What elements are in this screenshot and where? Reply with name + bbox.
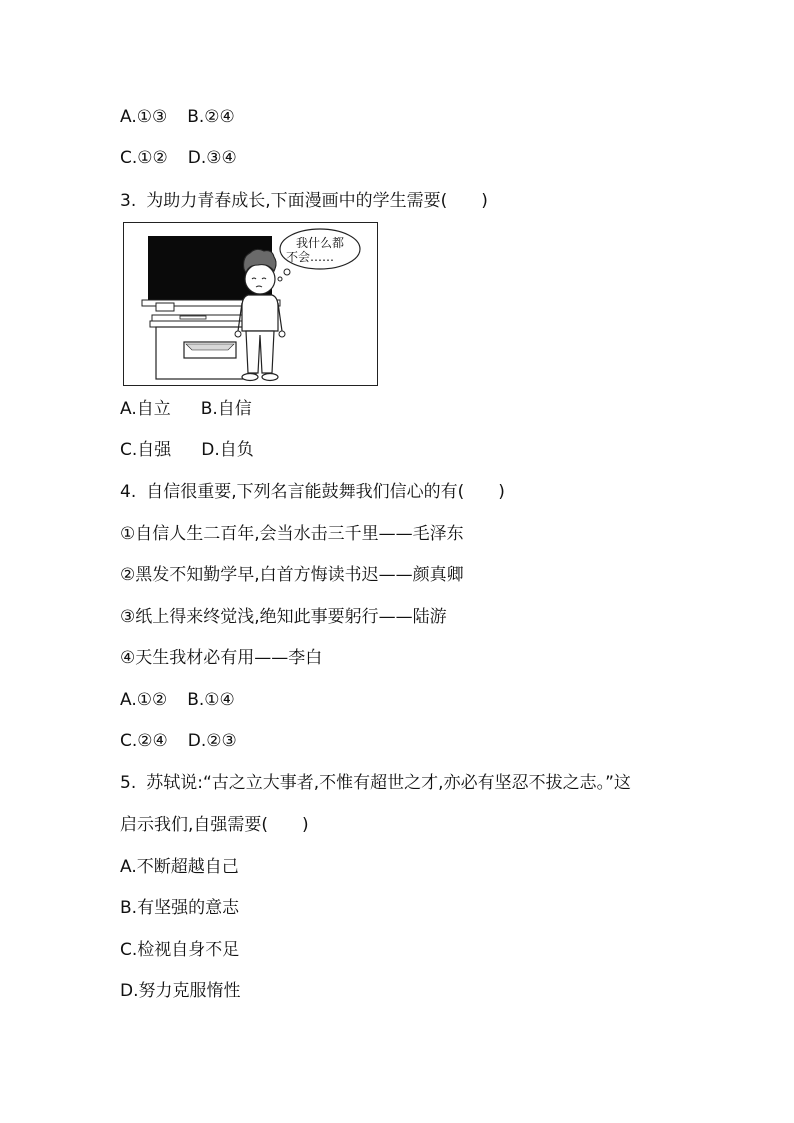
- q4-item-2: ②黑发不知勤学早,白首方悔读书迟——颜真卿: [120, 565, 464, 585]
- q4-option-a[interactable]: A.①②: [120, 690, 168, 710]
- q3-option-a[interactable]: A.自立: [120, 399, 171, 419]
- q4-item-4: ④天生我材必有用——李白: [120, 648, 323, 668]
- q5-option-b[interactable]: B.有坚强的意志: [120, 898, 240, 918]
- q3-stem-text: 为助力青春成长,下面漫画中的学生需要( ): [146, 191, 488, 211]
- q3-option-d[interactable]: D.自负: [201, 440, 254, 460]
- q2-option-c[interactable]: C.①②: [120, 148, 168, 168]
- q5-option-c[interactable]: C.检视自身不足: [120, 940, 240, 960]
- q3-stem: [120, 190, 488, 212]
- q5-stem-line1: [120, 772, 631, 794]
- q4-option-b[interactable]: B.①④: [187, 690, 235, 710]
- speech-line1: 我什么都: [295, 236, 345, 250]
- q5-option-d[interactable]: D.努力克服惰性: [120, 981, 241, 1001]
- q4-number: 4.: [120, 482, 137, 502]
- q2-option-d[interactable]: D.③④: [187, 148, 237, 168]
- q5-option-a[interactable]: A.不断超越自己: [120, 857, 239, 877]
- q2-option-a[interactable]: A.①③: [120, 107, 168, 127]
- q3-options-row1: [120, 398, 252, 420]
- q3-option-c[interactable]: C.自强: [120, 440, 172, 460]
- q5-stem-text-1: 苏轼说:“古之立大事者,不惟有超世之才,亦必有坚忍不拔之志。”这: [146, 773, 631, 793]
- q4-options-row2: [120, 730, 237, 752]
- q5-number: 5.: [120, 773, 137, 793]
- q2-options-row1: [120, 106, 235, 128]
- q4-stem: [120, 481, 505, 503]
- q2-options-row2: [120, 147, 237, 169]
- thought-bubble: [278, 229, 360, 281]
- q4-stem-text: 自信很重要,下列名言能鼓舞我们信心的有( ): [146, 482, 505, 502]
- q2-option-b[interactable]: B.②④: [187, 107, 235, 127]
- q5-stem-line2: 启示我们,自强需要( ): [120, 815, 309, 835]
- q4-options-row1: [120, 689, 235, 711]
- q4-option-c[interactable]: C.②④: [120, 731, 168, 751]
- q3-options-row2: [120, 439, 254, 461]
- q3-cartoon: [123, 222, 378, 386]
- q4-option-d[interactable]: D.②③: [187, 731, 237, 751]
- q4-item-1: ①自信人生二百年,会当水击三千里——毛泽东: [120, 524, 464, 544]
- q4-item-3: ③纸上得来终觉浅,绝知此事要躬行——陆游: [120, 607, 447, 627]
- q3-option-b[interactable]: B.自信: [200, 399, 252, 419]
- speech-line2: 不会……: [285, 250, 335, 264]
- q3-number: 3.: [120, 191, 137, 211]
